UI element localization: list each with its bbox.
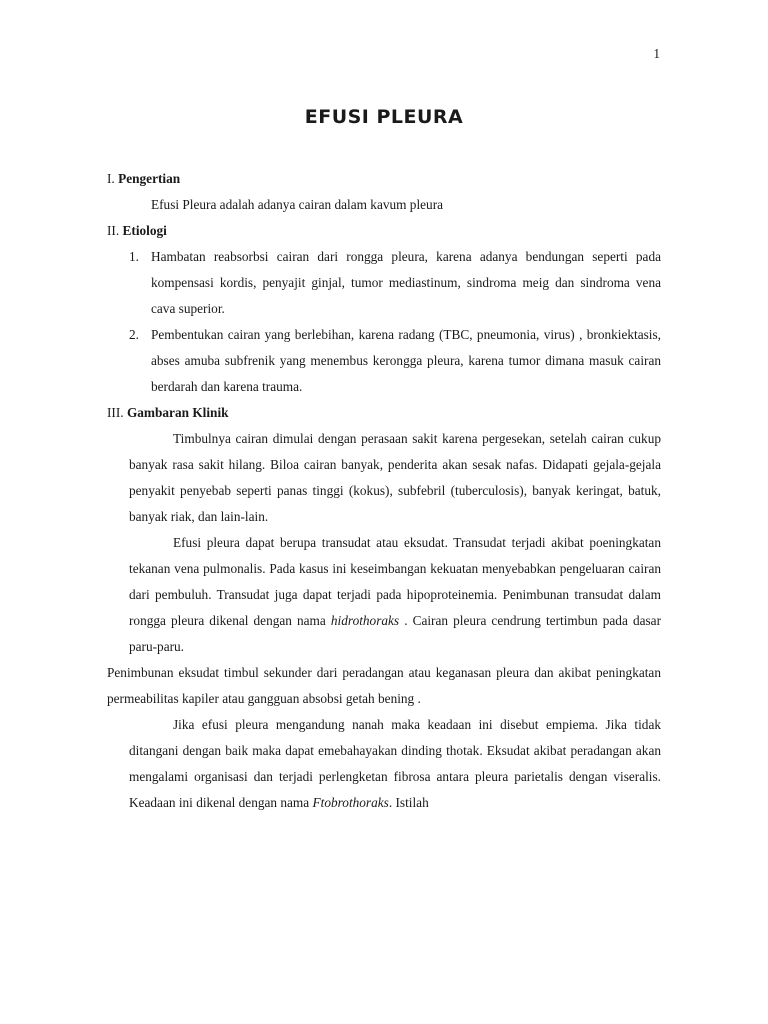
- paragraph-text: Jika efusi pleura mengandung nanah maka keadaan ini disebut empiema. Jika tidak ditangani dengan baik maka dapat emebahayakan dinding thotak. Eksudat akibat peradangan akan mengalami organisasi dan terjadi perlengketan fibrosa antara pleura parietalis dengan viseralis. Keadaan ini dikenal dengan nama: [129, 717, 661, 810]
- paragraph-text: . Cairan pleura cendrung tertimbun pada dasar paru-paru.: [129, 613, 661, 654]
- paragraph-text: Efusi pleura dapat berupa transudat atau eksudat. Transudat terjadi akibat poeningkatan tekanan vena pulmonalis. Pada kasus ini keseimbangan kekuatan menyebabkan pengeluaran cairan dari pembuluh. Transudat juga dapat terjadi pada hipoproteinemia. Penimbunan transudat dalam rongga pleura dikenal dengan nama: [129, 535, 661, 628]
- section-heading-pengertian: [107, 166, 661, 192]
- document-title: EFUSI PLEURA: [304, 106, 464, 128]
- list-item: [129, 244, 661, 322]
- gambaran-klinik-content: [107, 426, 661, 660]
- section-numeral: I.: [107, 171, 115, 186]
- etiologi-list: [107, 244, 661, 400]
- paragraph: Timbulnya cairan dimulai dengan perasaan sakit karena pergesekan, setelah cairan cukup banyak rasa sakit hilang. Biloa cairan banyak, penderita akan sesak nafas. Didapati gejala-gejala penyakit penyebab seperti panas tinggi (kokus), subfebril (tuberculosis), banyak keringat, batuk, banyak riak, dan lain-lain.: [129, 431, 661, 524]
- section-heading-label: Gambaran Klinik: [126, 405, 229, 420]
- section-heading-gambaran-klinik: [107, 400, 661, 426]
- paragraph: Penimbunan eksudat timbul sekunder dari peradangan atau keganasan pleura dan akibat peningkatan permeabilitas kapiler atau gangguan absobsi getah bening .: [107, 665, 661, 706]
- list-item: [129, 322, 661, 400]
- section-numeral: III.: [107, 405, 124, 420]
- page-number: 1: [653, 46, 660, 61]
- paragraph-text: . Istilah: [388, 795, 429, 810]
- list-item-number: 1.: [129, 249, 139, 264]
- italic-term: hidrothoraks: [330, 613, 400, 628]
- paragraph: [129, 530, 661, 660]
- list-item-text: Pembentukan cairan yang berlebihan, karena radang (TBC, pneumonia, virus) , bronkiektasis, abses amuba subfrenik yang menembus kerongga pleura, karena tumor dimana masuk cairan berdarah dan karena trauma.: [151, 327, 661, 394]
- list-item-number: 2.: [129, 327, 139, 342]
- section-numeral: II.: [107, 223, 120, 238]
- section-heading-label: Etiologi: [122, 223, 167, 238]
- section-heading-label: Pengertian: [118, 171, 181, 186]
- paragraph: [129, 712, 661, 816]
- gambaran-klinik-content: [107, 712, 661, 816]
- italic-term: Ftobrothoraks: [312, 795, 389, 810]
- section-heading-etiologi: [107, 218, 661, 244]
- document-body: [107, 166, 661, 816]
- pengertian-text: Efusi Pleura adalah adanya cairan dalam kavum pleura: [151, 197, 444, 212]
- list-item-text: Hambatan reabsorbsi cairan dari rongga pleura, karena adanya bendungan seperti pada kompensasi kordis, penyajit ginjal, tumor mediastinum, sindroma meig dan sindroma vena cava superior.: [151, 249, 661, 316]
